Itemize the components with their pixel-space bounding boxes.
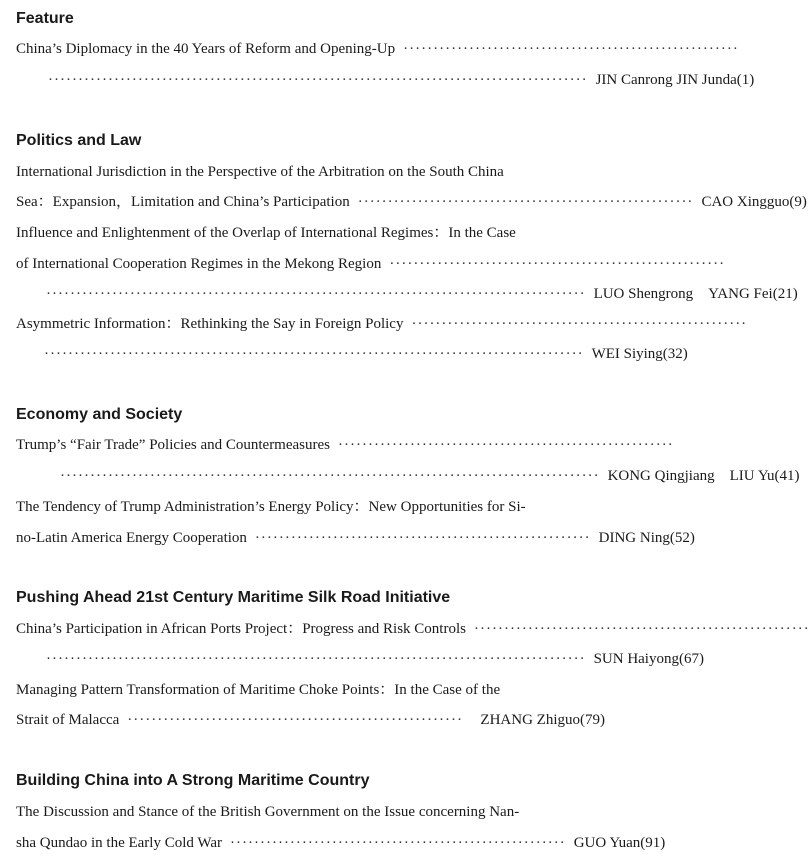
toc-entry-line: [16, 191, 807, 213]
section-title-strong-maritime-country: Building China into A Strong Maritime Country: [16, 772, 370, 789]
leader-dots: ························································: [473, 621, 810, 637]
toc-entry-line: [48, 69, 755, 91]
leader-dots: ··························································································: [46, 651, 586, 667]
toc-entry-title: Asymmetric Information：Rethinking the Say in Foreign Policy: [16, 316, 404, 332]
toc-entry-title: Influence and Enlightenment of the Overlap of International Regimes：In the Case: [16, 225, 516, 241]
toc-entry-author[interactable]: LUO Shengrong YANG Fei(21): [593, 286, 798, 302]
leader-dots: ························································: [338, 437, 674, 453]
leader-dots: ························································: [127, 712, 464, 728]
toc-entry-title: The Discussion and Stance of the British Government on the Issue concerning Nan-: [16, 804, 520, 820]
toc-entry-line: [16, 222, 605, 244]
leader-dots: ························································: [403, 41, 739, 57]
section-title-economy-and-society: Economy and Society: [16, 406, 183, 423]
leader-dots: ························································: [229, 835, 566, 851]
toc-entry-author[interactable]: GUO Yuan(91): [573, 835, 666, 851]
toc-entry-line: [16, 38, 739, 60]
toc-entry-line: [16, 618, 810, 640]
toc-entry-author[interactable]: JIN Canrong JIN Junda(1): [595, 72, 755, 88]
toc-entry-line: [16, 253, 726, 275]
leader-dots: ··························································································: [48, 72, 588, 88]
toc-entry-line: [60, 465, 800, 487]
section-title-politics-and-law: Politics and Law: [16, 132, 142, 149]
toc-entry-author[interactable]: DING Ning(52): [598, 530, 695, 546]
leader-dots: ··························································································: [60, 468, 600, 484]
toc-entry-line: [16, 313, 748, 335]
toc-entry-author[interactable]: ZHANG Zhiguo(79): [480, 712, 605, 728]
toc-entry-line: [16, 832, 666, 854]
toc-entry-line: [16, 709, 605, 731]
leader-dots: ··························································································: [46, 286, 586, 302]
toc-entry-line: [16, 679, 605, 701]
toc-entry-title: Sea：Expansion，Limitation and China’s Participation: [16, 194, 350, 210]
leader-dots: ························································: [357, 194, 694, 210]
section-title-feature: Feature: [16, 10, 74, 27]
toc-entry-author[interactable]: CAO Xingguo(9): [701, 194, 807, 210]
toc-entry-author[interactable]: SUN Haiyong(67): [593, 651, 704, 667]
toc-entry-line: [16, 161, 605, 183]
leader-dots: ························································: [389, 256, 726, 272]
toc-entry-title: The Tendency of Trump Administration’s Energy Policy：New Opportunities for Si-: [16, 499, 526, 515]
leader-dots: ··························································································: [44, 346, 584, 362]
toc-entry-title: Strait of Malacca: [16, 712, 120, 728]
toc-entry-title: no-Latin America Energy Cooperation: [16, 530, 247, 546]
toc-entry-line: [16, 527, 695, 549]
toc-entry-title: sha Qundao in the Early Cold War: [16, 835, 222, 851]
toc-entry-title: of International Cooperation Regimes in the Mekong Region: [16, 256, 382, 272]
toc-entry-author[interactable]: KONG Qingjiang LIU Yu(41): [607, 468, 800, 484]
leader-dots: ························································: [411, 316, 748, 332]
toc-entry-title: China’s Diplomacy in the 40 Years of Reform and Opening-Up: [16, 41, 396, 57]
toc-entry-line: [46, 648, 704, 670]
toc-entry-title: Managing Pattern Transformation of Maritime Choke Points：In the Case of the: [16, 682, 501, 698]
toc-entry-line: [46, 283, 798, 305]
toc-entry-line: [16, 496, 605, 518]
toc-entry-author[interactable]: WEI Siying(32): [591, 346, 688, 362]
toc-entry-title: International Jurisdiction in the Perspective of the Arbitration on the South China: [16, 164, 504, 180]
toc-entry-title: China’s Participation in African Ports Project：Progress and Risk Controls: [16, 621, 466, 637]
toc-entry-line: [16, 801, 605, 823]
leader-dots: ························································: [254, 530, 591, 546]
section-title-maritime-silk-road: Pushing Ahead 21st Century Maritime Silk Road Initiative: [16, 589, 451, 606]
toc-entry-line: [16, 434, 674, 456]
toc-entry-line: [44, 343, 688, 365]
toc-entry-title: Trump’s “Fair Trade” Policies and Countermeasures: [16, 437, 330, 453]
